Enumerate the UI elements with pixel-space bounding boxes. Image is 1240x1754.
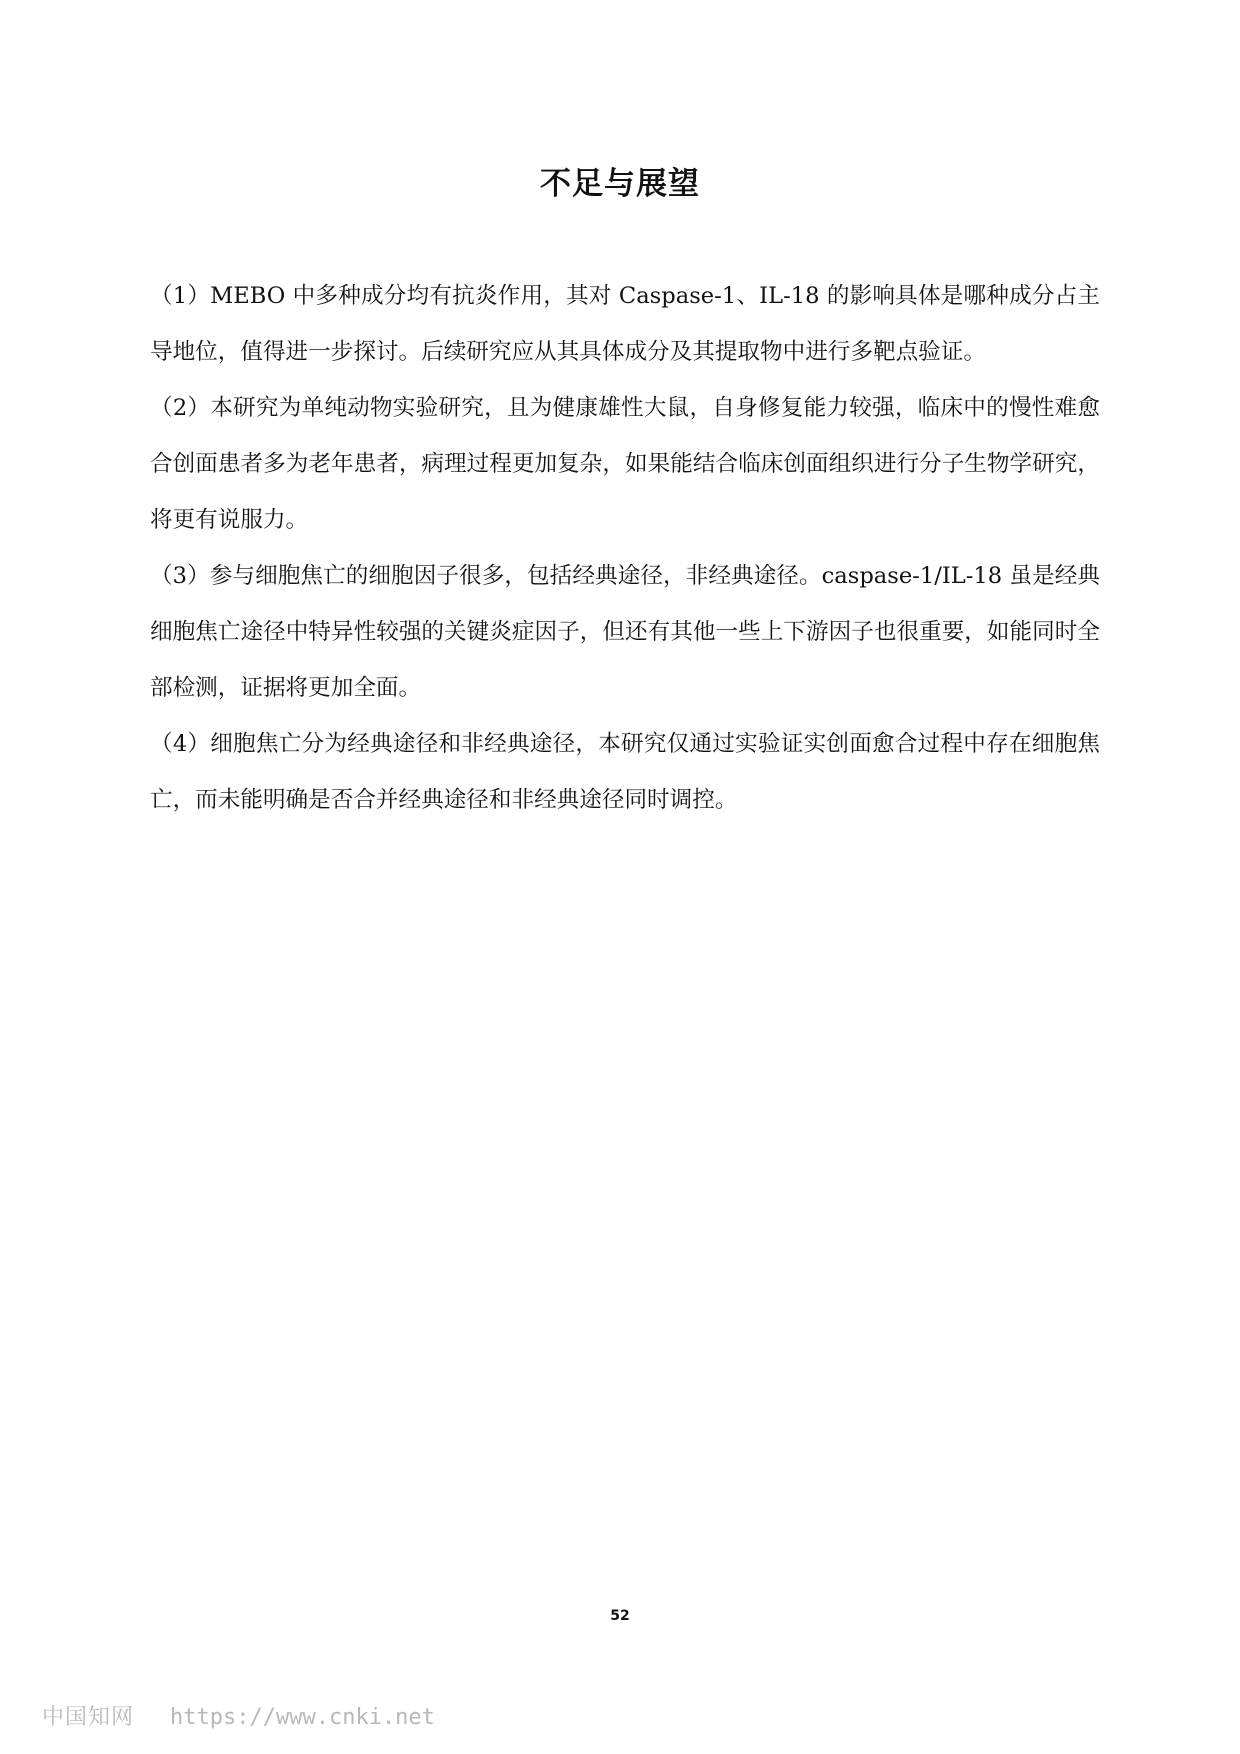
watermark-url: https://www.cnki.net <box>170 1705 435 1730</box>
watermark-name: 中国知网 <box>42 1705 135 1730</box>
page-number: 52 <box>610 1608 630 1624</box>
paragraph-4: （4）细胞焦亡分为经典途径和非经典途径，本研究仅通过实验证实创面愈合过程中存在细胞焦亡，而未能明确是否合并经典途径和非经典途径同时调控。 <box>150 731 1100 813</box>
body-text <box>150 268 1100 828</box>
paragraph-1: （1）MEBO 中多种成分均有抗炎作用，其对 Caspase-1、IL-18 的影响具体是哪种成分占主导地位，值得进一步探讨。后续研究应从其具体成分及其提取物中进行多靶点验证。 <box>150 283 1100 365</box>
section-title: 不足与展望 <box>540 166 700 202</box>
paragraph-2: （2）本研究为单纯动物实验研究，且为健康雄性大鼠，自身修复能力较强，临床中的慢性难愈合创面患者多为老年患者，病理过程更加复杂，如果能结合临床创面组织进行分子生物学研究，将更有说服力。 <box>150 395 1100 533</box>
cnki-watermark <box>42 1700 435 1731</box>
paragraph-3: （3）参与细胞焦亡的细胞因子很多，包括经典途径，非经典途径。caspase-1/IL-18 虽是经典细胞焦亡途径中特异性较强的关键炎症因子，但还有其他一些上下游因子也很重要，如能同时全部检测，证据将更加全面。 <box>150 563 1100 701</box>
